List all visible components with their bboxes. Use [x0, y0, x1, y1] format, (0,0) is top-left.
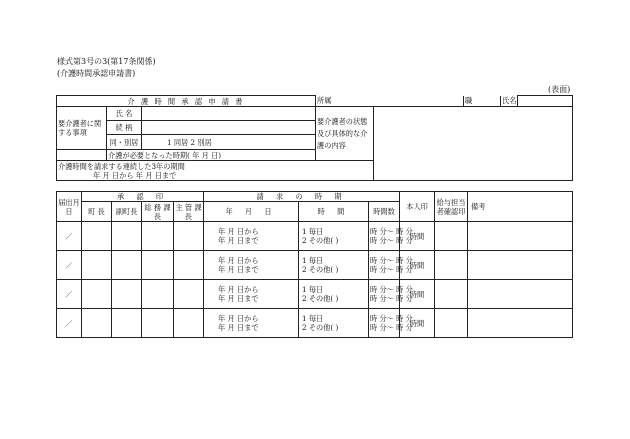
- hours-field[interactable]: 時間: [400, 309, 435, 338]
- payroll-seal-header: 給与担当者確認印: [435, 192, 468, 222]
- care-person-group-label: 要介護者に関する事項: [57, 107, 107, 150]
- remarks-field[interactable]: [468, 309, 573, 338]
- approval-seal-header: 承 認 印: [82, 192, 204, 202]
- mayor-seal[interactable]: [82, 309, 112, 338]
- section-chief-seal[interactable]: [174, 222, 204, 251]
- time-range-2[interactable]: 時 分～ 時 分: [370, 236, 413, 245]
- request-table: [56, 191, 573, 338]
- payroll-seal[interactable]: [435, 309, 468, 338]
- time-header: 時 間: [299, 202, 369, 222]
- time-range-2[interactable]: 時 分～ 時 分: [370, 294, 413, 303]
- request-period-header: 請 求 の 時 期: [204, 192, 400, 202]
- relation-label: 続 柄: [107, 121, 142, 135]
- payroll-seal[interactable]: [435, 251, 468, 280]
- date-from[interactable]: 年 月 日から: [218, 256, 259, 265]
- date-to[interactable]: 年 月 日まで: [218, 236, 259, 245]
- applicant-name-field[interactable]: [518, 96, 573, 107]
- application-form-top: [56, 95, 573, 181]
- mayor-seal[interactable]: [82, 280, 112, 309]
- filing-date-field[interactable]: ／: [57, 251, 82, 280]
- side-label: (表面): [548, 85, 571, 94]
- care-name-field[interactable]: [142, 107, 316, 121]
- date-to[interactable]: 年 月 日まで: [218, 294, 259, 303]
- section-chief-seal[interactable]: [174, 280, 204, 309]
- general-manager-seal[interactable]: [142, 280, 174, 309]
- care-condition-field[interactable]: [374, 107, 573, 181]
- care-condition-label: 要介護者の状態及び具体的な介護の内容: [316, 107, 374, 161]
- remarks-field[interactable]: [468, 280, 573, 309]
- option-daily[interactable]: 1 毎日: [302, 314, 324, 323]
- remarks-field[interactable]: [468, 251, 573, 280]
- date-from[interactable]: 年 月 日から: [218, 314, 259, 323]
- ymd-header: 年 月 日: [204, 202, 299, 222]
- care-period-range[interactable]: 年 月 日から 年 月 日まで: [93, 170, 177, 180]
- care-period-label: 介護時間を請求する連続した3年の期間: [58, 161, 185, 171]
- time-range-1[interactable]: 時 分～ 時 分: [370, 227, 413, 236]
- table-row: [57, 222, 573, 251]
- form-name: (介護時間承認申請書): [57, 69, 136, 78]
- vice-mayor-seal[interactable]: [112, 280, 142, 309]
- table-row: [57, 251, 573, 280]
- general-manager-header: 総 務 課 長: [142, 202, 174, 222]
- vice-mayor-seal[interactable]: [112, 251, 142, 280]
- remarks-header: 備考: [468, 192, 573, 222]
- general-manager-seal[interactable]: [142, 251, 174, 280]
- table-row: [57, 309, 573, 338]
- remarks-field[interactable]: [468, 222, 573, 251]
- mayor-header: 町 長: [82, 202, 112, 222]
- department-label: 所属: [316, 96, 374, 107]
- general-manager-seal[interactable]: [142, 222, 174, 251]
- option-daily[interactable]: 1 毎日: [302, 227, 324, 236]
- general-manager-seal[interactable]: [142, 309, 174, 338]
- vice-mayor-seal[interactable]: [112, 222, 142, 251]
- time-range-1[interactable]: 時 分～ 時 分: [370, 314, 413, 323]
- option-other[interactable]: 2 その他( ): [302, 236, 339, 245]
- time-range-1[interactable]: 時 分～ 時 分: [370, 256, 413, 265]
- time-range-1[interactable]: 時 分～ 時 分: [370, 285, 413, 294]
- form-title: 介 護 時 間 承 認 申 請 書: [57, 96, 316, 107]
- filing-date-header: 届出月日: [57, 192, 82, 222]
- form-number: 様式第3号の3(第17条関係): [57, 57, 156, 66]
- mayor-seal[interactable]: [82, 251, 112, 280]
- filing-date-field[interactable]: ／: [57, 222, 82, 251]
- date-from[interactable]: 年 月 日から: [218, 285, 259, 294]
- cohabitation-label: 同・別居: [107, 135, 142, 150]
- care-needed-since[interactable]: 介護が必要となった時期( 年 月 日): [107, 150, 316, 161]
- option-daily[interactable]: 1 毎日: [302, 285, 324, 294]
- filing-date-field[interactable]: ／: [57, 309, 82, 338]
- option-daily[interactable]: 1 毎日: [302, 256, 324, 265]
- mayor-seal[interactable]: [82, 222, 112, 251]
- time-range-2[interactable]: 時 分～ 時 分: [370, 265, 413, 274]
- date-from[interactable]: 年 月 日から: [218, 227, 259, 236]
- date-to[interactable]: 年 月 日まで: [218, 265, 259, 274]
- hours-field[interactable]: 時間: [400, 222, 435, 251]
- option-other[interactable]: 2 その他( ): [302, 323, 339, 332]
- hours-field[interactable]: 時間: [400, 251, 435, 280]
- hours-header: 時間数: [369, 202, 400, 222]
- section-chief-seal[interactable]: [174, 251, 204, 280]
- option-other[interactable]: 2 その他( ): [302, 294, 339, 303]
- payroll-seal[interactable]: [435, 280, 468, 309]
- payroll-seal[interactable]: [435, 222, 468, 251]
- time-range-2[interactable]: 時 分～ 時 分: [370, 323, 413, 332]
- table-row: [57, 280, 573, 309]
- relation-field[interactable]: [142, 121, 316, 135]
- filing-date-field[interactable]: ／: [57, 280, 82, 309]
- self-seal-header: 本人印: [400, 192, 435, 222]
- cohabitation-options[interactable]: 1 同居 2 別居: [142, 135, 316, 150]
- hours-field[interactable]: 時間: [400, 280, 435, 309]
- section-chief-header: 主 管 課 長: [175, 202, 202, 221]
- vice-mayor-header: 副町長: [112, 202, 142, 222]
- department-field[interactable]: [374, 96, 464, 107]
- option-other[interactable]: 2 その他( ): [302, 265, 339, 274]
- vice-mayor-seal[interactable]: [112, 309, 142, 338]
- section-chief-seal[interactable]: [174, 309, 204, 338]
- name-label: 氏名: [502, 96, 517, 106]
- rank-label: 職: [464, 96, 501, 107]
- care-name-label: 氏 名: [107, 107, 142, 121]
- date-to[interactable]: 年 月 日まで: [218, 323, 259, 332]
